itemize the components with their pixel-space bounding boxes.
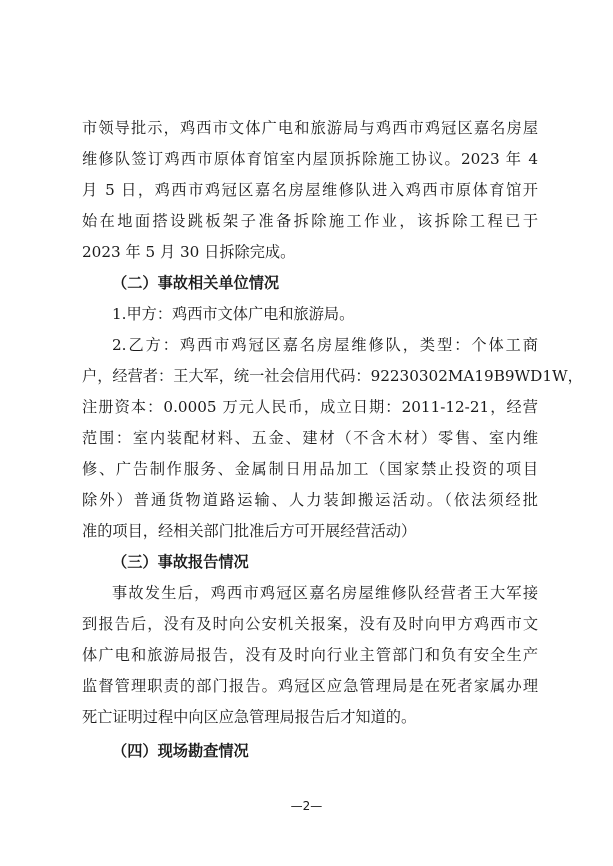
paragraph-line: 维修队签订鸡西市原体育馆室内屋顶拆除施工协议。2023 年 4 xyxy=(82,150,538,168)
section-heading: （三）事故报告情况 xyxy=(112,553,249,571)
paragraph-line: 2023 年 5 月 30 日拆除完成。 xyxy=(82,243,296,261)
paragraph-line: 始在地面搭设跳板架子准备拆除施工作业，该拆除工程已于 xyxy=(82,212,538,230)
paragraph-line: 1.甲方：鸡西市文体广电和旅游局。 xyxy=(112,305,355,323)
paragraph-line: 市领导批示，鸡西市文体广电和旅游局与鸡西市鸡冠区嘉名房屋 xyxy=(82,119,538,137)
paragraph-line: 除外）普通货物道路运输、人力装卸搬运活动。（依法须经批 xyxy=(82,491,538,509)
paragraph-line: 体广电和旅游局报告，没有及时向行业主管部门和负有安全生产 xyxy=(82,646,538,664)
section-heading: （二）事故相关单位情况 xyxy=(112,274,280,292)
paragraph-line: 到报告后，没有及时向公安机关报案，没有及时向甲方鸡西市文 xyxy=(82,615,538,633)
paragraph-line: 月 5 日，鸡西市鸡冠区嘉名房屋维修队进入鸡西市原体育馆开 xyxy=(82,181,538,199)
page-number: —2— xyxy=(290,799,323,813)
paragraph-line: 2.乙方：鸡西市鸡冠区嘉名房屋维修队，类型：个体工商 xyxy=(112,336,538,354)
paragraph-line: 注册资本：0.0005 万元人民币，成立日期：2011-12-21，经营 xyxy=(82,398,538,416)
paragraph-line: 修、广告制作服务、金属制日用品加工（国家禁止投资的项目 xyxy=(82,460,538,478)
paragraph-line: 范围：室内装配材料、五金、建材（不含木材）零售、室内维 xyxy=(82,429,538,447)
paragraph-line: 事故发生后，鸡西市鸡冠区嘉名房屋维修队经营者王大军接 xyxy=(112,584,538,602)
paragraph-line: 死亡证明过程中向区应急管理局报告后才知道的。 xyxy=(82,708,417,726)
paragraph-line: 户，经营者：王大军，统一社会信用代码：92230302MA19B9WD1W， xyxy=(82,367,583,385)
paragraph-line: 准的项目，经相关部门批准后方可开展经营活动） xyxy=(82,522,417,540)
section-heading: （四）现场勘查情况 xyxy=(112,742,249,760)
paragraph-line: 监督管理职责的部门报告。鸡冠区应急管理局是在死者家属办理 xyxy=(82,677,538,695)
